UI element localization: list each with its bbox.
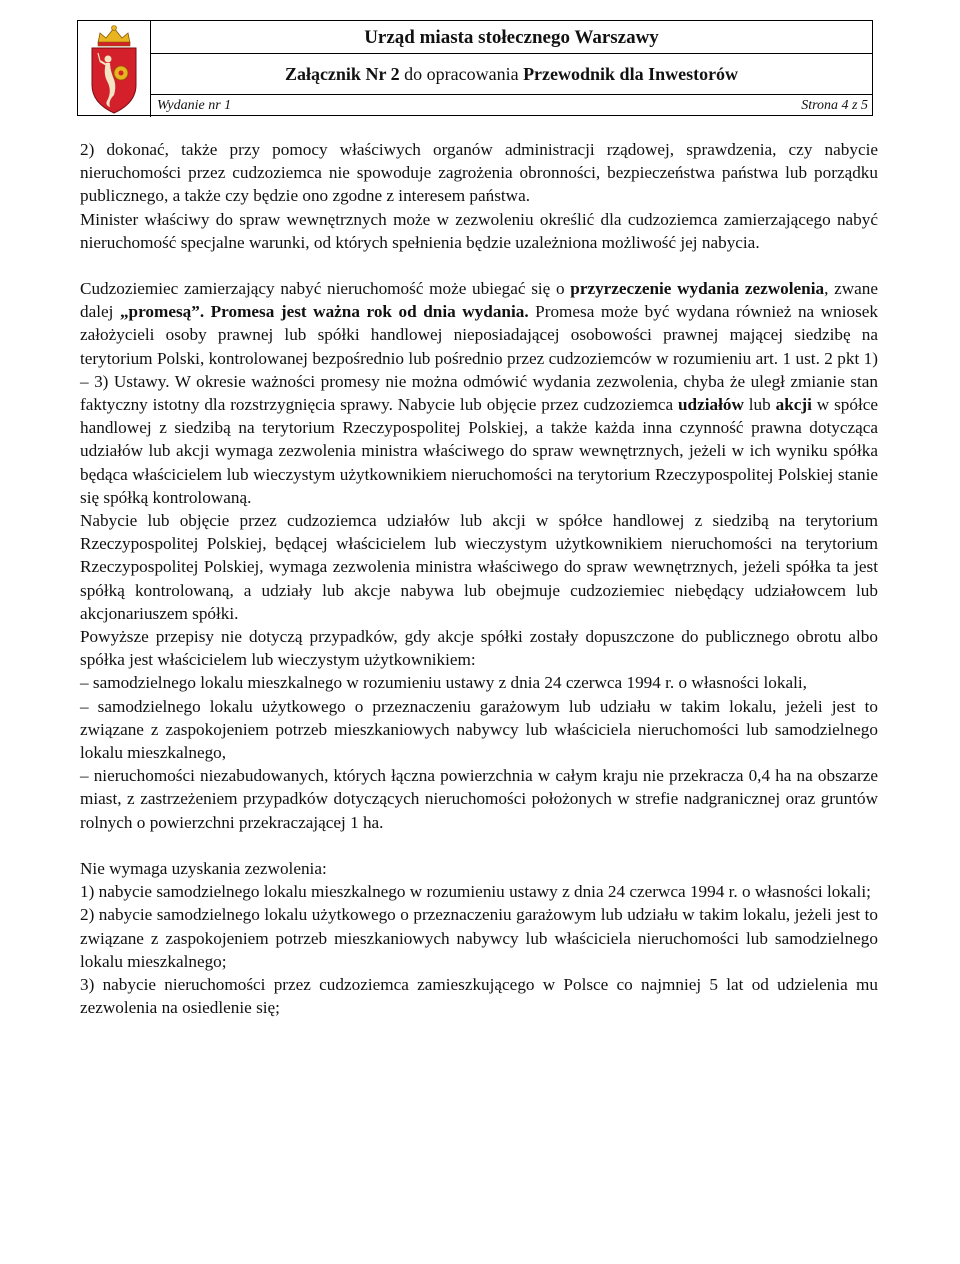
document-body <box>80 138 878 1019</box>
promesa-bold-akcji: akcji <box>775 395 812 415</box>
numbered-item-1: 1) nabycie samodzielnego lokalu mieszkalnego w rozumieniu ustawy z dnia 24 czerwca 1994 r. o własności lokali; <box>80 882 871 902</box>
page-header <box>77 20 873 116</box>
promesa-text-2: , zwane dalej <box>80 279 878 322</box>
paragraph-gap <box>80 254 878 277</box>
header-text-block <box>151 21 872 117</box>
attachment-title <box>151 53 872 95</box>
promesa-bold-2: „promesą”. Promesa jest ważna rok od dnia wydania. <box>119 302 529 322</box>
paragraph-exceptions: Powyższe przepisy nie dotyczą przypadków, gdy akcje spółki zostały dopuszczone do publicznego obrotu albo spółka jest właścicielem lub wieczystym użytkownikiem: <box>80 627 878 670</box>
page-number: Strona 4 z 5 <box>801 98 868 113</box>
organization-name: Urząd miasta stołecznego Warszawy <box>364 27 659 48</box>
paragraph-promesa <box>80 277 878 509</box>
document-title: Przewodnik dla Inwestorów <box>523 64 739 84</box>
promesa-bold-1: przyrzeczenie wydania zezwolenia <box>570 279 825 299</box>
numbered-item-3: 3) nabycie nieruchomości przez cudzoziemca zamieszkującego w Polsce co najmniej 5 lat od udzielenia mu zezwolenia na osiedlenie się; <box>80 974 878 1018</box>
warsaw-crest-logo <box>78 21 151 117</box>
attachment-number: Załącznik Nr 2 <box>284 64 400 84</box>
paragraph-shares: Nabycie lub objęcie przez cudzoziemca udziałów lub akcji w spółce handlowej z siedzibą na terytorium Rzeczypospolitej Polskiej, będącej właścicielem lub wieczystym użytkownikiem nieruchomości na terytorium Rzeczypospolitej Polskiej, wymaga zezwolenia ministra właściwego do spraw wewnętrznych, jeżeli spółka ta jest spółką kontrolowaną, a udziały lub akcje nabywa lub obejmuje cudzoziemiec niebędący udziałowcem lub akcjonariuszem spółki. <box>80 511 878 623</box>
paragraph-point-2: 2) dokonać, także przy pomocy właściwych organów administracji rządowej, sprawdzenia, czy nabycie nieruchomości przez cudzoziemca nie spowoduje zagrożenia obronności, bezpieczeństwa państwa lub porządku publicznego, a także czy będzie ono zgodne z interesem państwa. <box>80 140 878 206</box>
dash-item-1: – samodzielnego lokalu mieszkalnego w rozumieniu ustawy z dnia 24 czerwca 1994 r. o własności lokali, <box>80 673 807 693</box>
paragraph-gap <box>80 834 878 857</box>
promesa-text-4: lub <box>743 395 776 415</box>
promesa-text-5: w spółce handlowej z siedzibą na terytorium Rzeczypospolitej Polskiej, a także każda inna czynność prawna dotycząca udziałów lub akcji wymaga zezwolenia ministra właściwego do spraw wewnętrznych, jeżeli w ich wyniku spółka będąca właścicielem lub wieczystym użytkownikiem nieruchomości na terytorium Rzeczypospolitej Polskiej stanie się spółką kontrolowaną. <box>80 395 878 507</box>
promesa-text-3: Promesa może być wydana również na wniosek założycieli osoby prawnej lub spółki handlowej nieposiadającej osobowości prawnej mającej siedzibę na terytorium Polski, kontrolowanej bezpośrednio lub pośrednio przez cudzoziemców w rozumieniu art. 1 ust. 2 pkt 1) – 3) Ustawy. W okresie ważności promesy nie można odmówić wydania zezwolenia, chyba że uległ zmianie stan faktyczny istotny dla rozstrzygnięcia sprawy. Nabycie lub objęcie przez cudzoziemca <box>80 302 878 415</box>
header-divider <box>77 115 873 116</box>
dash-item-2: – samodzielnego lokalu użytkowego o przeznaczeniu garażowym lub udziału w takim lokalu, jeżeli jest to związane z zaspokojeniem potrzeb mieszkaniowych nabywcy lub właściciela nieruchomości lub samodzielnego lokalu mieszkalnego, <box>80 696 878 763</box>
paragraph-minister: Minister właściwy do spraw wewnętrznych może w zezwoleniu określić dla cudzoziemca zamierzającego nabyć nieruchomość specjalne warunki, od których spełnienia będzie uzależniona możliwość jej nabycia. <box>80 209 878 252</box>
warsaw-crest-icon <box>86 23 142 115</box>
dash-item-3: – nieruchomości niezabudowanych, których łączna powierzchnia w całym kraju nie przekracza 0,4 ha na obszarze miast, z zastrzeżeniem przypadków dotyczących nieruchomości położonych w strefie nadgranicznej oraz gruntów rolnych o powierzchni przekraczającej 1 ha. <box>80 766 878 832</box>
promesa-text-1: Cudzoziemiec zamierzający nabyć nieruchomość może ubiegać się o <box>80 279 571 299</box>
promesa-bold-udzialow: udziałów <box>677 395 744 415</box>
attachment-connector: do opracowania <box>399 64 524 84</box>
numbered-item-2: 2) nabycie samodzielnego lokalu użytkowego o przeznaczeniu garażowym lub udziału w takim lokalu, jeżeli jest to związane z zaspokojeniem potrzeb mieszkaniowych nabywcy lub właściciela nieruchomości lub samodzielnego lokalu mieszkalnego; <box>80 905 878 971</box>
paragraph-no-permit: Nie wymaga uzyskania zezwolenia: <box>80 858 327 878</box>
edition-label: Wydanie nr 1 <box>157 98 232 113</box>
header-meta <box>151 95 872 117</box>
